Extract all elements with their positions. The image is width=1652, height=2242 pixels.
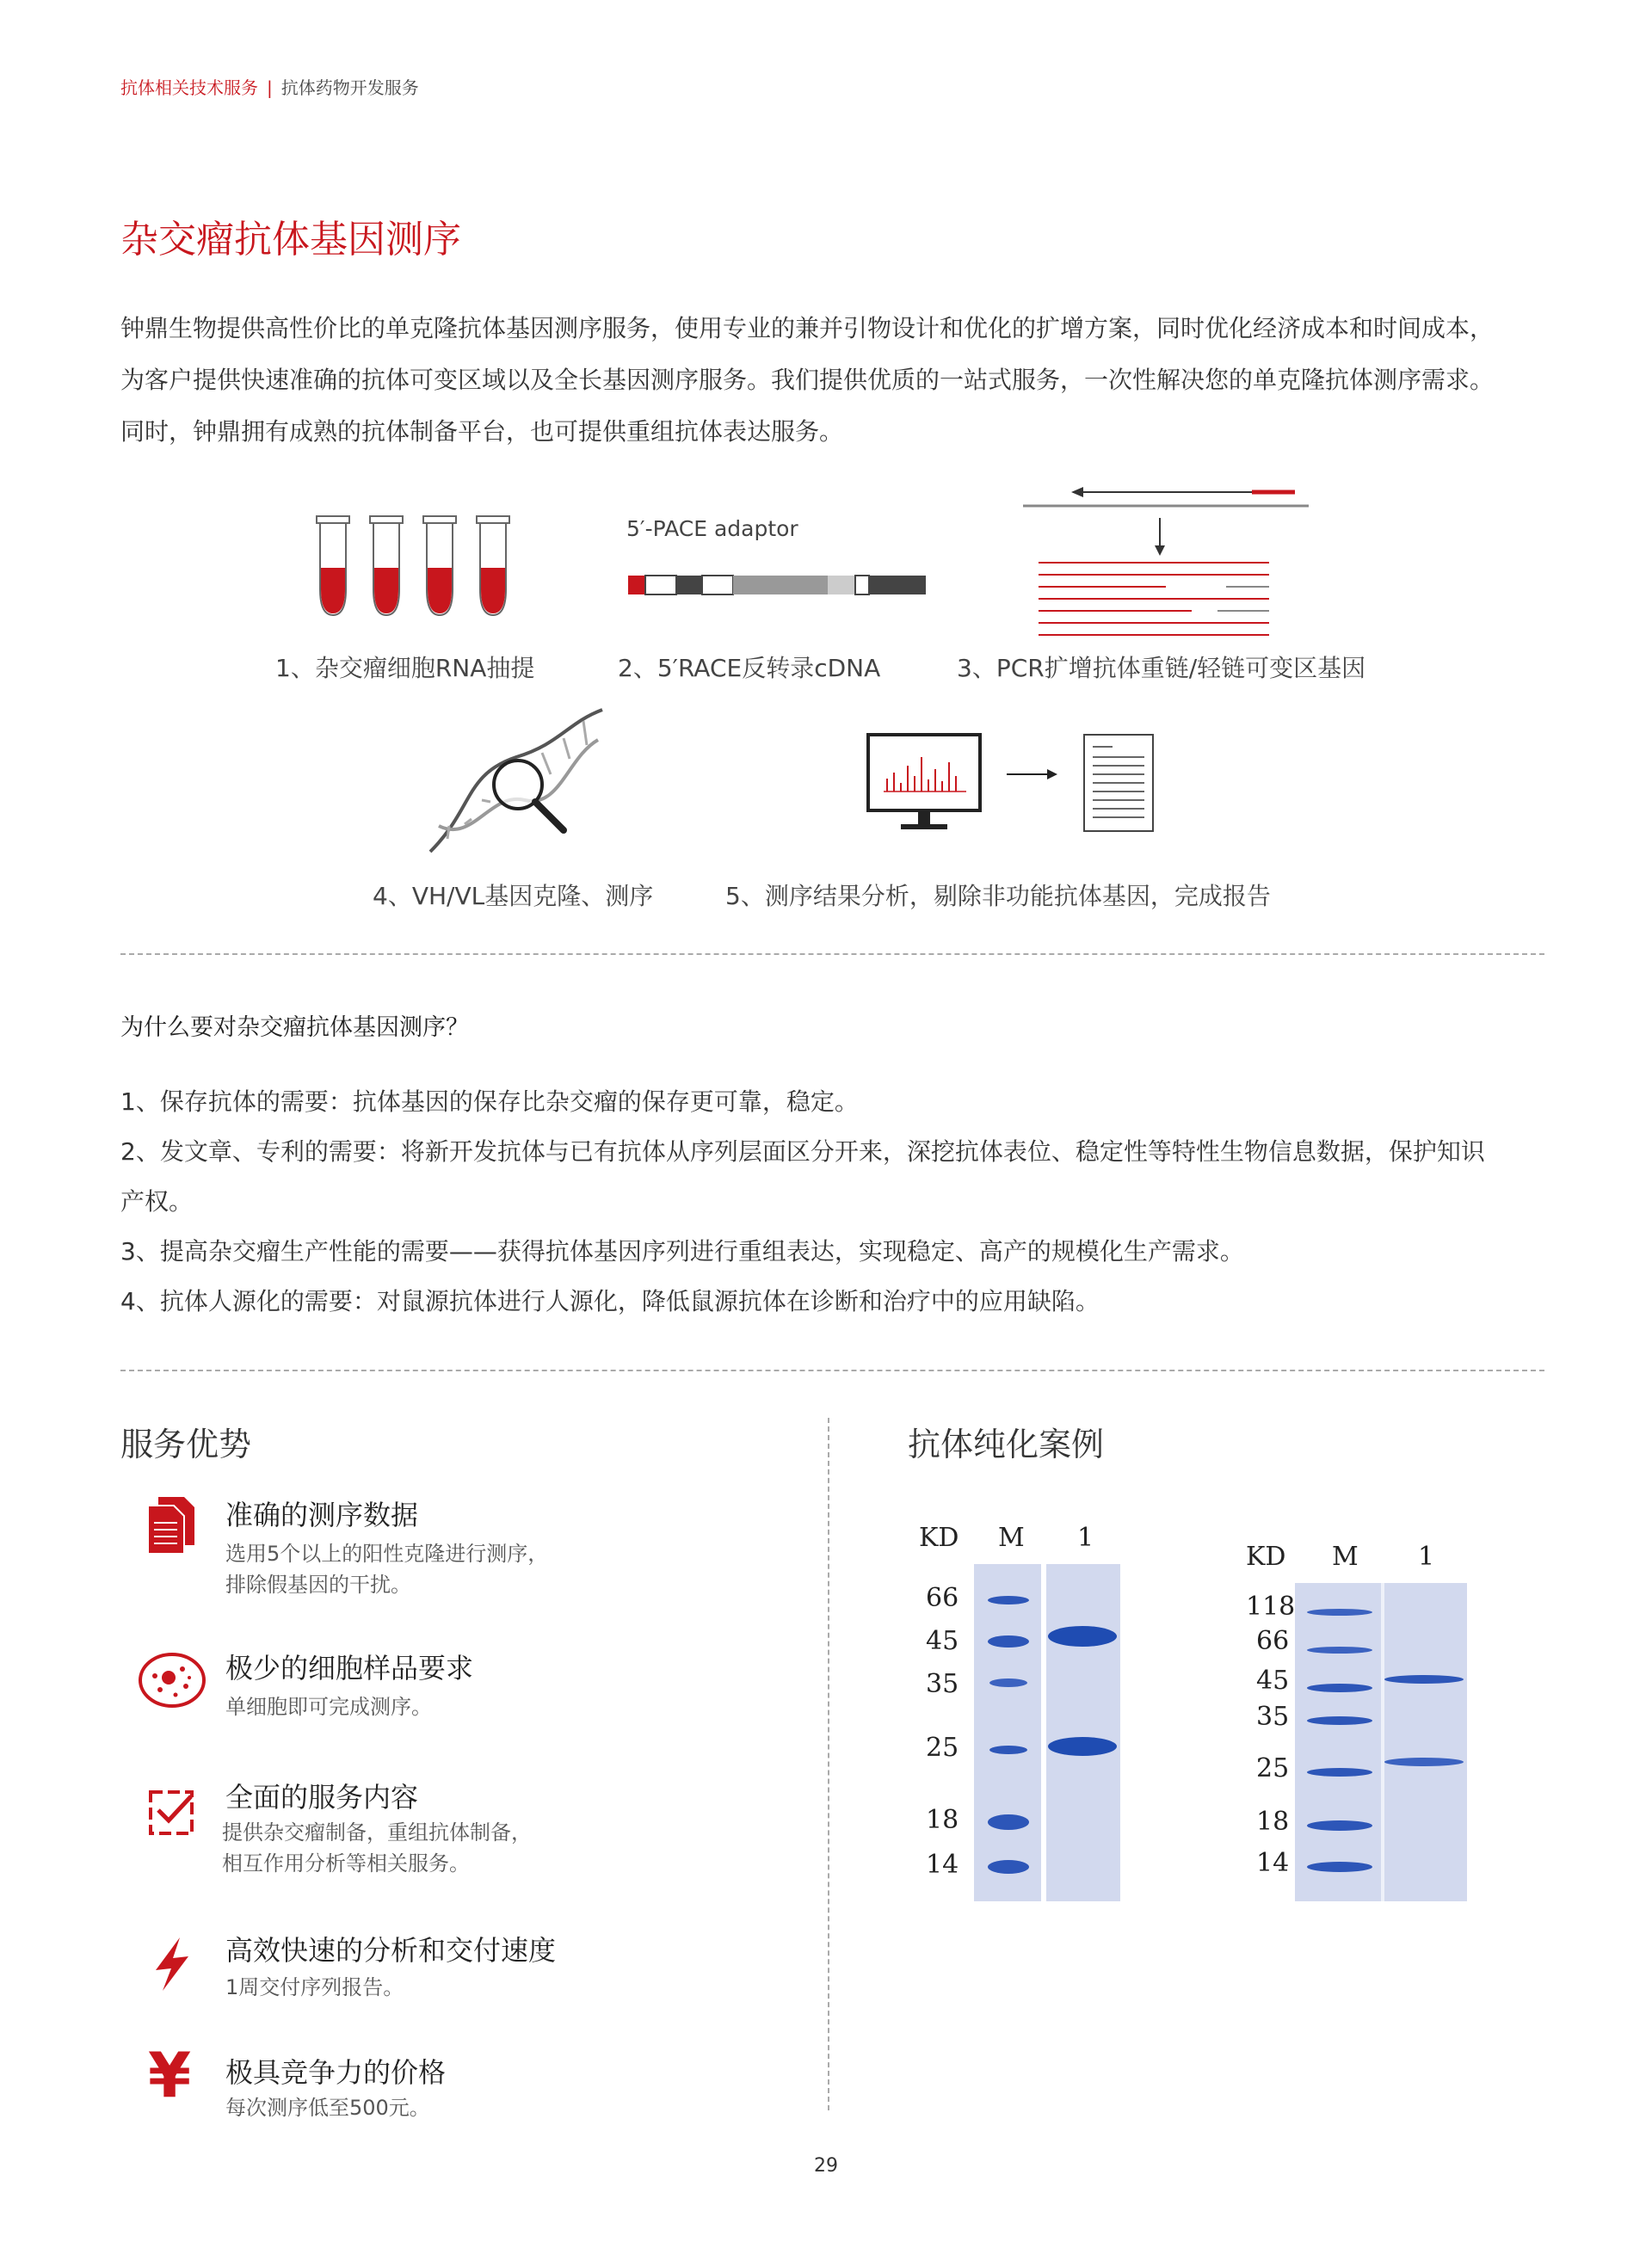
marker-label: 66 xyxy=(926,1583,959,1613)
breadcrumb-second[interactable]: 抗体药物开发服务 xyxy=(280,77,419,98)
advantage-title: 极少的细胞样品要求 xyxy=(225,1652,474,1685)
reason-item: 2、发文章、专利的需要：将新开发抗体与已有抗体从序列层面区分开来，深挖抗体表位、稳定性等特性生物信息数据，保护知识 xyxy=(120,1137,1485,1166)
advantage-desc-line: 每次测序低至500元。 xyxy=(225,2096,430,2120)
cell-icon xyxy=(138,1652,206,1709)
advantage-title: 高效快速的分析和交付速度 xyxy=(225,1934,557,1967)
marker-label: 118 xyxy=(1246,1592,1296,1622)
advantage-desc xyxy=(225,1538,548,1600)
marker-label: 14 xyxy=(926,1850,959,1880)
checklist-icon xyxy=(148,1789,196,1836)
intro-line: 钟鼎生物提供高性价比的单克隆抗体基因测序服务，使用专业的兼并引物设计和优化的扩增方案，同时优化经济成本和时间成本， xyxy=(120,314,1495,342)
intro-line: 同时，钟鼎拥有成熟的抗体制备平台，也可提供重组抗体表达服务。 xyxy=(120,417,844,446)
intro-paragraph xyxy=(120,303,1540,458)
advantage-desc-line: 单细胞即可完成测序。 xyxy=(225,1695,432,1719)
reason-item: 1、保存抗体的需要：抗体基因的保存比杂交瘤的保存更可靠，稳定。 xyxy=(120,1087,859,1116)
marker-label: 35 xyxy=(926,1669,959,1699)
step-label: 3、PCR扩增抗体重链/轻链可变区基因 xyxy=(957,654,1366,682)
advantage-desc-line: 1周交付序列报告。 xyxy=(225,1975,404,1999)
advantage-desc-line: 排除假基因的干扰。 xyxy=(225,1573,411,1597)
page-title: 杂交瘤抗体基因测序 xyxy=(120,218,461,262)
gel-header-lane: 1 xyxy=(1077,1523,1094,1553)
divider xyxy=(120,953,1544,955)
column-divider xyxy=(828,1418,829,2110)
advantage-desc xyxy=(225,2092,430,2123)
step-label: 2、5′RACE反转录cDNA xyxy=(618,654,881,682)
page-number: 29 xyxy=(814,2155,838,2177)
step-label: 5、测序结果分析，剔除非功能抗体基因，完成报告 xyxy=(725,882,1271,910)
breadcrumb-separator: | xyxy=(267,77,273,98)
reasons-list xyxy=(120,1077,1549,1327)
breadcrumb-first[interactable]: 抗体相关技术服务 xyxy=(120,77,258,98)
pcr-amplification-icon xyxy=(1020,482,1312,637)
advantage-desc-line: 选用5个以上的阳性克隆进行测序， xyxy=(225,1542,549,1566)
adaptor-label: 5′-PACE adaptor xyxy=(626,516,798,541)
step-label: 4、VH/VL基因克隆、测序 xyxy=(373,882,654,910)
advantage-desc xyxy=(222,1817,532,1879)
gel-header-kd: KD xyxy=(1246,1542,1286,1572)
gel-header-lane: 1 xyxy=(1418,1542,1435,1572)
marker-label: 45 xyxy=(1256,1666,1290,1696)
lightning-icon xyxy=(151,1936,194,1993)
marker-label: 45 xyxy=(926,1626,959,1656)
gel-image xyxy=(1295,1583,1467,1901)
divider xyxy=(120,1370,1544,1371)
analysis-report-icon xyxy=(865,731,1157,839)
step-label: 1、杂交瘤细胞RNA抽提 xyxy=(275,654,535,682)
advantage-title: 准确的测序数据 xyxy=(225,1499,419,1531)
cdna-strand-icon xyxy=(626,572,928,598)
rna-tubes-icon xyxy=(310,508,525,628)
gel-image xyxy=(974,1564,1120,1901)
advantages-heading: 服务优势 xyxy=(120,1426,252,1463)
marker-label: 14 xyxy=(1256,1848,1290,1878)
advantage-title: 极具竞争力的价格 xyxy=(225,2056,447,2089)
intro-line: 为客户提供快速准确的抗体可变区域以及全长基因测序服务。我们提供优质的一站式服务，一次性解决您的单克隆抗体测序需求。 xyxy=(120,366,1495,394)
document-icon xyxy=(146,1495,196,1555)
gel-header-marker: M xyxy=(1332,1542,1359,1572)
advantage-title: 全面的服务内容 xyxy=(225,1781,419,1814)
dna-magnifier-icon xyxy=(422,705,611,860)
reason-item: 产权。 xyxy=(120,1187,194,1216)
marker-label: 18 xyxy=(926,1805,959,1835)
reason-item: 3、提高杂交瘤生产性能的需要——获得抗体基因序列进行重组表达，实现稳定、高产的规模化生产需求。 xyxy=(120,1237,1244,1266)
marker-label: 66 xyxy=(1256,1626,1290,1656)
marker-label: 35 xyxy=(1256,1702,1290,1732)
marker-label: 25 xyxy=(1256,1753,1290,1783)
breadcrumb xyxy=(120,74,419,99)
marker-label: 18 xyxy=(1256,1807,1290,1837)
marker-label: 25 xyxy=(926,1733,959,1763)
advantage-desc-line: 提供杂交瘤制备，重组抗体制备， xyxy=(222,1820,532,1845)
yen-icon: ¥ xyxy=(148,2039,192,2111)
purification-heading: 抗体纯化案例 xyxy=(908,1426,1105,1463)
reason-item: 4、抗体人源化的需要：对鼠源抗体进行人源化，降低鼠源抗体在诊断和治疗中的应用缺陷。 xyxy=(120,1287,1100,1315)
why-title: 为什么要对杂交瘤抗体基因测序？ xyxy=(120,1014,469,1041)
advantage-desc xyxy=(225,1691,432,1722)
gel-header-kd: KD xyxy=(919,1523,959,1553)
advantage-desc xyxy=(225,1972,404,2003)
advantage-desc-line: 相互作用分析等相关服务。 xyxy=(222,1851,470,1876)
gel-header-marker: M xyxy=(998,1523,1025,1553)
